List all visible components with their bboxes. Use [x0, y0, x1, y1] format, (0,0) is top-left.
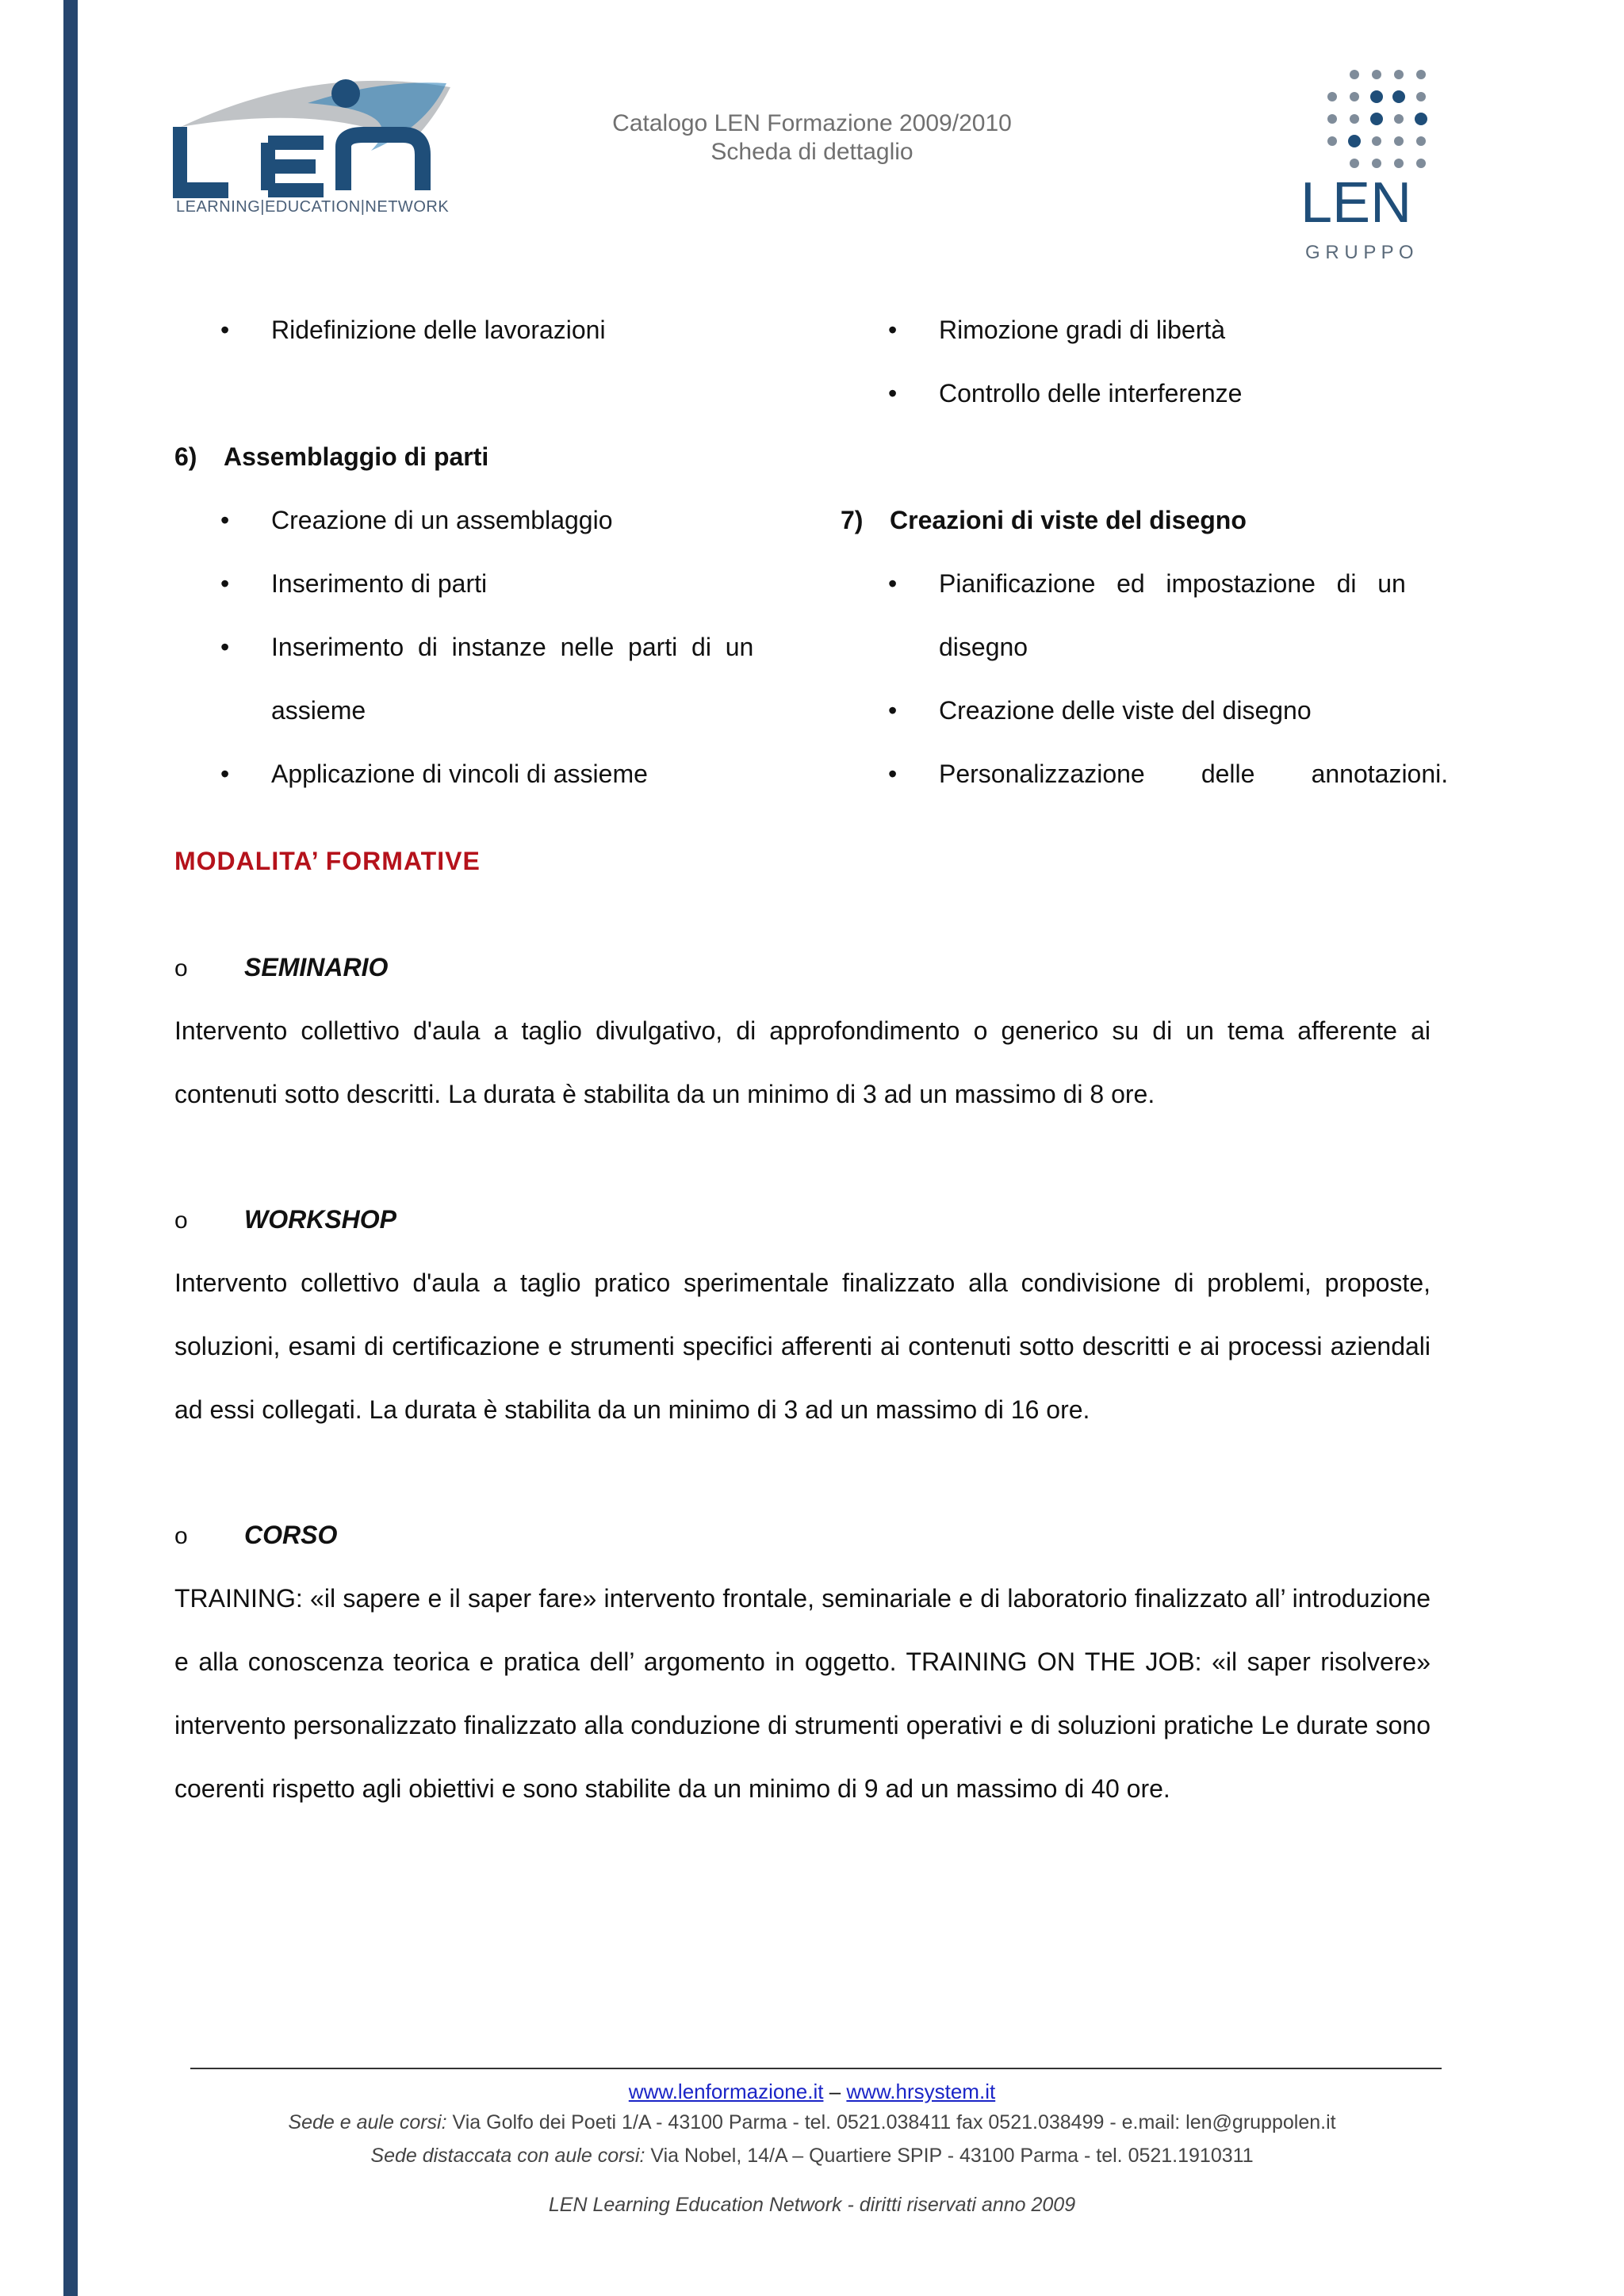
logo-dot	[1327, 114, 1337, 124]
logo-dot	[1350, 114, 1359, 124]
len-gruppo-logo	[1293, 63, 1483, 270]
logo-caption: LEARNING|EDUCATION|NETWORK	[176, 198, 450, 216]
footer-address-secondary	[0, 2142, 1624, 2169]
footer-address-main	[0, 2109, 1624, 2136]
list-item-continuation: disegno	[939, 633, 1028, 661]
footer-address-text: Via Golfo dei Poeti 1/A - 43100 Parma - tel. 0521.038411 fax 0521.038499 - e.mail: len@gruppolen.it	[446, 2111, 1336, 2133]
section-title: Assemblaggio di parti	[224, 442, 489, 471]
bullet-icon: •	[220, 506, 230, 534]
logo-dot	[1350, 92, 1359, 101]
header-title-line2: Scheda di dettaglio	[710, 139, 914, 165]
list-item: Applicazione di vincoli di assieme	[271, 760, 648, 788]
seminario-title: SEMINARIO	[244, 953, 389, 982]
bullet-icon: •	[888, 316, 898, 344]
workshop-description: Intervento collettivo d'aula a taglio pratico sperimentale finalizzato alla condivisione di problemi, proposte, soluzioni, esami di certificazione e strumenti specifici afferenti ai contenuti sotto descritti e ai processi aziendali ad essi collegati. La durata è stabilita da un minimo di 3 ad un massimo di 16 ore.	[174, 1269, 1431, 1424]
logo-dot	[1370, 90, 1383, 103]
footer-address-text: Via Nobel, 14/A – Quartiere SPIP - 43100 Parma - tel. 0521.1910311	[645, 2145, 1254, 2167]
bullet-icon: •	[220, 569, 230, 598]
bullet-icon: •	[888, 569, 898, 598]
bullet-icon: •	[220, 316, 230, 344]
list-item: Pianificazione ed impostazione di un	[939, 569, 1406, 598]
list-marker: o	[174, 955, 188, 982]
logo-dot	[1392, 90, 1405, 103]
bullet-icon: •	[888, 379, 898, 408]
header-title-line1: Catalogo LEN Formazione 2009/2010	[612, 110, 1012, 136]
page-left-border	[63, 0, 78, 2296]
gruppo-logo-sub: G R U P P O	[1305, 242, 1414, 263]
logo-dot	[1372, 70, 1381, 79]
logo-dot	[1372, 159, 1381, 168]
list-item: Controllo delle interferenze	[939, 379, 1243, 408]
bullet-icon: •	[220, 633, 230, 661]
logo-dot	[1327, 136, 1337, 146]
logo-dot	[1416, 136, 1426, 146]
bullet-icon: •	[220, 760, 230, 788]
logo-dot	[1415, 113, 1427, 125]
logo-dot	[1416, 159, 1426, 168]
logo-dot	[1394, 70, 1404, 79]
bullet-icon: •	[888, 760, 898, 788]
logo-dot	[1370, 113, 1383, 125]
logo-dot	[1394, 159, 1404, 168]
list-marker: o	[174, 1207, 188, 1234]
footer-link-separator: –	[829, 2080, 841, 2103]
section-heading-modalita: MODALITA’ FORMATIVE	[174, 847, 481, 875]
corso-description: TRAINING: «il sapere e il saper fare» intervento frontale, seminariale e di laboratorio finalizzato all’ introduzione e alla conoscenza teorica e pratica dell’ argomento in oggetto. TRAINING ON THE JOB: «il saper risolvere» intervento personalizzato finalizzato alla conduzione di strumenti operativi e di soluzioni pratiche Le durate sono coerenti rispetto agli obiettivi e sono stabilite da un minimo di 9 ad un massimo di 40 ore.	[174, 1584, 1431, 1803]
list-item: Personalizzazione delle annotazioni.	[939, 760, 1449, 788]
list-item: Inserimento di parti	[271, 569, 488, 598]
section-title: Creazioni di viste del disegno	[890, 506, 1247, 534]
section-number: 7)	[841, 506, 864, 534]
logo-dot	[1348, 135, 1361, 147]
seminario-description: Intervento collettivo d'aula a taglio divulgativo, di approfondimento o generico su di un tema afferente ai contenuti sotto descritti. La durata è stabilita da un minimo di 3 ad un massimo di 8 ore.	[174, 1016, 1431, 1108]
logo-dot	[1394, 136, 1404, 146]
footer-address-label: Sede e aule corsi:	[288, 2111, 447, 2133]
list-item: Inserimento di instanze nelle parti di un	[271, 633, 754, 661]
logo-dot	[1372, 136, 1381, 146]
corso-title: CORSO	[244, 1521, 338, 1549]
logo-dot	[1416, 92, 1426, 101]
section-number: 6)	[174, 442, 197, 471]
logo-dot	[1350, 70, 1359, 79]
list-item: Creazione di un assemblaggio	[271, 506, 613, 534]
list-item: Creazione delle viste del disegno	[939, 696, 1312, 725]
logo-dot	[1416, 70, 1426, 79]
footer-copyright: LEN Learning Education Network - diritti riservati anno 2009	[548, 2194, 1076, 2216]
logo-dot	[1350, 159, 1359, 168]
logo-dot	[1394, 114, 1404, 124]
list-item-continuation: assieme	[271, 696, 366, 725]
bullet-icon: •	[888, 696, 898, 725]
footer-divider	[190, 2068, 1442, 2069]
list-item: Rimozione gradi di libertà	[939, 316, 1226, 344]
workshop-title: WORKSHOP	[244, 1205, 396, 1234]
list-marker: o	[174, 1523, 188, 1549]
gruppo-logo-text: LEN	[1300, 171, 1412, 235]
list-item: Ridefinizione delle lavorazioni	[271, 316, 606, 344]
footer-link-hrsystem[interactable]: www.hrsystem.it	[846, 2080, 996, 2103]
footer-link-lenformazione[interactable]: www.lenformazione.it	[628, 2080, 824, 2103]
footer-address-label: Sede distaccata con aule corsi:	[370, 2145, 645, 2167]
logo-dot	[1327, 92, 1337, 101]
footer-links	[0, 2077, 1624, 2106]
